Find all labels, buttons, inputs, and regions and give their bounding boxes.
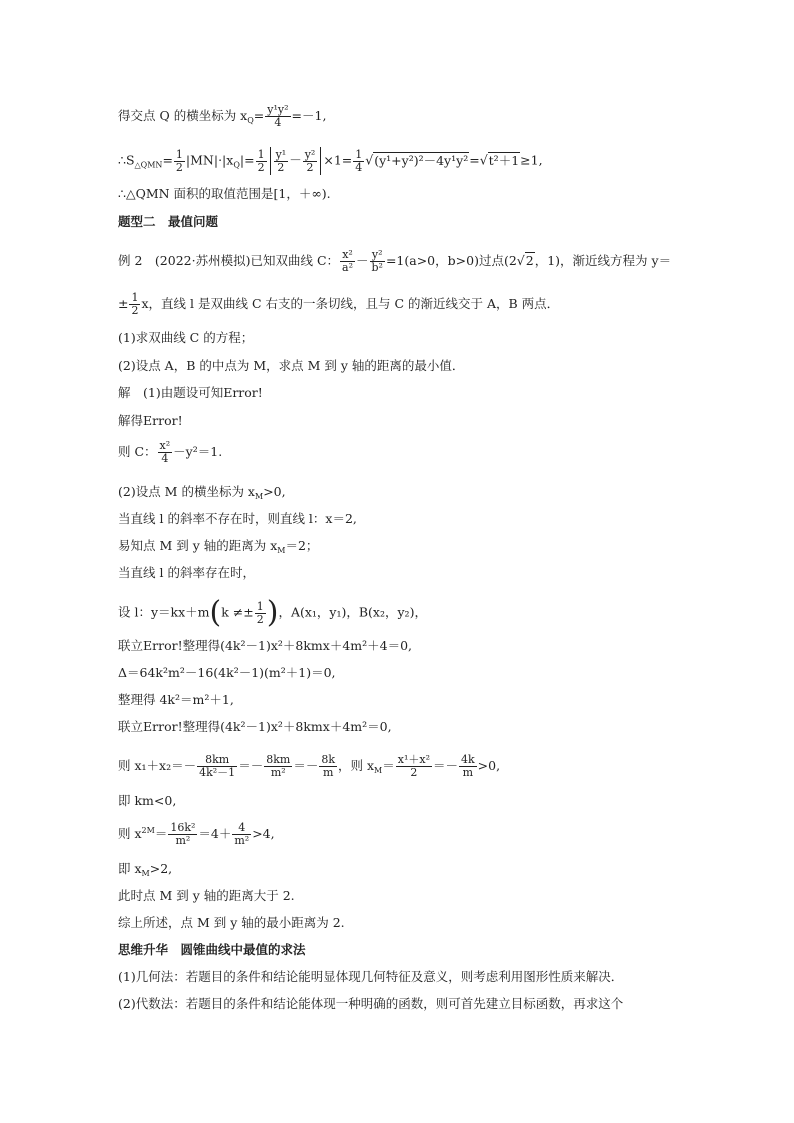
- line-q-x-coordinate: 得交点 Q 的横坐标为 $x_Q=$ $\frac{\text{y¹y²}}{4}$ =－1,: [118, 103, 327, 129]
- solution-line-14: 即 km<0,: [118, 793, 177, 808]
- method-geometric: (1)几何法：若题目的条件和结论能明显体现几何特征及意义，则考虑利用图形性质来解决．: [118, 969, 624, 984]
- solution-line-16: 即 $x_M>2$,: [118, 861, 173, 878]
- solution-line-9: 联立Error!整理得(4k²－1)x²＋8kmx＋4m²＋4＝0,: [118, 638, 413, 653]
- method-algebraic: (2)代数法：若题目的条件和结论能体现一种明确的函数，则可首先建立目标函数，再求这个: [118, 996, 624, 1011]
- solution-conclusion: 综上所述，点 M 到 y 轴的最小距离为 2.: [118, 915, 345, 930]
- solution-line-17: 此时点 M 到 y 轴的距离大于 2.: [118, 888, 295, 903]
- solution-line-7: 当直线 l 的斜率存在时，: [118, 565, 255, 580]
- section-heading: 题型二 最值问题: [118, 214, 219, 229]
- solution-line-6: 易知点 M 到 y 轴的距离为 $x_M=2$；: [118, 538, 319, 555]
- question-2: (2)设点 A，B 的中点为 M，求点 M 到 y 轴的距离的最小值．: [118, 358, 465, 373]
- solution-line-15: 则 $x^{2M}=$ $\frac{\text{16k²}}{\text{m²}}$ ＝4＋ $\frac{4}{\text{m²}}$ >4,: [118, 821, 275, 847]
- solution-line-8: 设 l：y＝kx＋m(k ≠± $\frac{1}{2}$ )，A(x₁，y₁)，B(x₂，y₂)，: [118, 595, 427, 630]
- solution-line-1: 解 (1)由题设可知Error!: [118, 385, 263, 400]
- solution-line-5: 当直线 l 的斜率不存在时，则直线 l：x＝2,: [118, 511, 357, 526]
- thinking-upgrade-heading: 思维升华 圆锥曲线中最值的求法: [118, 942, 306, 957]
- line-area-range: ∴△QMN 面积的取值范围是[1，＋∞).: [118, 186, 331, 201]
- solution-line-12: 联立Error!整理得(4k²－1)x²＋8kmx＋4m²＝0,: [118, 719, 392, 734]
- solution-line-11: 整理得 4k²＝m²＋1,: [118, 692, 234, 707]
- line-area-formula: $\therefore S_{\triangle QMN}=$ $\frac{1}{2}$ $|MN|\cdot|x_Q|=$ $\frac{1}{2}$ $\frac{\text{y¹}}{2}$ － $\frac{\text{y²}}{2}$ ×1= $\frac{1}{4}$ √(y¹+y²)²－4y¹y²=√t²＋1≥1,: [118, 147, 543, 174]
- solution-line-10: Δ＝64k²m²－16(4k²－1)(m²＋1)＝0,: [118, 665, 336, 680]
- question-1: (1)求双曲线 C 的方程；: [118, 330, 254, 345]
- solution-line-4: (2)设点 M 的横坐标为 $x_M>0$,: [118, 484, 286, 501]
- solution-line-13: 则 x₁＋x₂＝－ $\frac{8km}{\text{4k²－1}}$ ＝－ $\frac{8km}{\text{m²}}$ ＝－ $\frac{8k}{m}$ ，则 $x_M=$ $\frac{\text{x¹＋x²}}{2}$ ＝－ $\frac{4k}{m}$ >0,: [118, 753, 501, 779]
- solution-hyperbola-equation: 则 C： $\frac{\text{x²}}{4}$ －y²＝1.: [118, 439, 223, 465]
- example-2-statement: 例 2 (2022·苏州模拟)已知双曲线 C： $\frac{\text{x²}}{\text{a²}}$ － $\frac{\text{y²}}{\text{b²}}$ =1(a>0，b>0)过点(2√2，1)，渐近线方程为 y＝: [118, 248, 672, 274]
- example-2-statement-cont: ± $\frac{1}{2}$ x，直线 l 是双曲线 C 右支的一条切线，且与 C 的渐近线交于 A，B 两点．: [118, 291, 560, 317]
- solution-line-2: 解得Error!: [118, 413, 183, 428]
